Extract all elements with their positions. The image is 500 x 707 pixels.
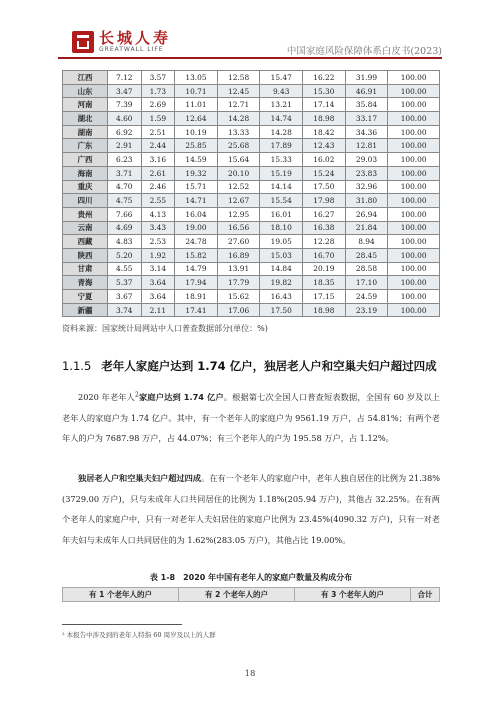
value-cell: 24.59 [345,290,388,304]
value-cell: 29.03 [345,153,388,167]
value-cell: 8.94 [345,235,388,249]
table-row [63,125,440,139]
value-cell: 100.00 [388,153,440,167]
paragraph-empty-nest [62,468,440,550]
value-cell: 4.83 [108,235,142,249]
value-cell: 14.79 [175,262,218,276]
section-number: 1.1.5 [62,359,92,373]
value-cell: 3.64 [141,276,175,290]
table-row [63,166,440,180]
value-cell: 100.00 [388,276,440,290]
value-cell: 14.14 [260,180,303,194]
value-cell: 12.45 [217,84,260,98]
col-header-three-elders: 有 3 个老年人的户 [294,588,410,602]
table-row [63,221,440,235]
value-cell: 2.51 [141,125,175,139]
value-cell: 14.84 [260,262,303,276]
table-row [63,276,440,290]
value-cell: 2.44 [141,139,175,153]
value-cell: 20.19 [303,262,346,276]
value-cell: 100.00 [388,71,440,85]
value-cell: 28.58 [345,262,388,276]
province-cell: 山东 [63,84,108,98]
value-cell: 17.94 [175,276,218,290]
value-cell: 7.66 [108,207,142,221]
value-cell: 18.91 [175,290,218,304]
table-row [63,112,440,126]
value-cell: 17.79 [217,276,260,290]
value-cell: 100.00 [388,248,440,262]
value-cell: 4.13 [141,207,175,221]
table-row [63,194,440,208]
value-cell: 4.55 [108,262,142,276]
value-cell: 24.78 [175,235,218,249]
value-cell: 17.15 [303,290,346,304]
value-cell: 25.68 [217,139,260,153]
value-cell: 10.71 [175,84,218,98]
value-cell: 13.21 [260,98,303,112]
footnote-ref[interactable]: 2 [135,391,139,399]
value-cell: 16.56 [217,221,260,235]
para2-body: 。在有一个老年人的家庭户中，老年人独自居住的比例为 21.38%(3729.00 万户)，只与未成年人口共同居住的比例为 1.18%(205.94 万户)，其他占 32.25%。在有两个老年人的家庭户中，只有一对老年人夫妇居住的家庭户比例为 23.45%(4090.32 万户)，只有一对老年夫妇与未成年人口共同居住的为 1.62%(283.05 万户)，其他占比 19.00%。 [62,473,440,545]
value-cell: 3.14 [141,262,175,276]
value-cell: 100.00 [388,303,440,317]
logo-english-name: GREATWALL LIFE [99,46,164,53]
value-cell: 16.27 [303,207,346,221]
value-cell: 17.98 [303,194,346,208]
value-cell: 46.91 [345,84,388,98]
value-cell: 3.64 [141,290,175,304]
value-cell: 18.10 [260,221,303,235]
value-cell: 100.00 [388,180,440,194]
value-cell: 17.41 [175,303,218,317]
value-cell: 2.11 [141,303,175,317]
value-cell: 23.83 [345,166,388,180]
page-number: 18 [244,669,256,679]
table-row [63,153,440,167]
value-cell: 16.02 [303,153,346,167]
province-cell: 广西 [63,153,108,167]
value-cell: 3.74 [108,303,142,317]
value-cell: 12.95 [217,207,260,221]
value-cell: 15.03 [260,248,303,262]
logo-chinese-name: 长城人寿 [99,29,172,47]
province-cell: 陕西 [63,248,108,262]
value-cell: 100.00 [388,166,440,180]
value-cell: 12.52 [217,180,260,194]
value-cell: 13.33 [217,125,260,139]
province-cell: 甘肃 [63,262,108,276]
value-cell: 12.64 [175,112,218,126]
table-row [63,290,440,304]
value-cell: 31.80 [345,194,388,208]
value-cell: 34.36 [345,125,388,139]
col-header-one-elder: 有 1 个老年人的户 [63,588,179,602]
value-cell: 11.01 [175,98,218,112]
value-cell: 4.70 [108,180,142,194]
value-cell: 14.28 [260,125,303,139]
value-cell: 17.14 [303,98,346,112]
value-cell: 1.73 [141,84,175,98]
value-cell: 17.10 [345,276,388,290]
table-caption: 表 1-8 2020 年中国有老年人的家庭户数量及构成分布 [149,573,353,582]
value-cell: 100.00 [388,207,440,221]
province-cell: 四川 [63,194,108,208]
value-cell: 13.91 [217,262,260,276]
value-cell: 16.22 [303,71,346,85]
value-cell: 18.98 [303,112,346,126]
value-cell: 100.00 [388,125,440,139]
value-cell: 1.59 [141,112,175,126]
value-cell: 14.71 [175,194,218,208]
province-cell: 河南 [63,98,108,112]
value-cell: 18.35 [303,276,346,290]
value-cell: 14.74 [260,112,303,126]
province-cell: 海南 [63,166,108,180]
footnote: ² 本报告中涉及到的老年人特指 60 周岁及以上的人群 [62,631,216,639]
value-cell: 3.57 [141,71,175,85]
value-cell: 16.04 [175,207,218,221]
para2-highlight: 独居老人户和空巢夫妇户超过四成 [78,473,202,483]
province-cell: 新疆 [63,303,108,317]
value-cell: 27.60 [217,235,260,249]
para1-highlight: 家庭户达到 1.74 亿户 [138,392,224,402]
value-cell: 15.64 [217,153,260,167]
value-cell: 14.59 [175,153,218,167]
value-cell: 100.00 [388,235,440,249]
table-row [63,303,440,317]
table-row [63,262,440,276]
value-cell: 12.58 [217,71,260,85]
section-title: 老年人家庭户达到 1.74 亿户，独居老人户和空巢夫妇户超过四成 [101,359,437,373]
value-cell: 7.12 [108,71,142,85]
value-cell: 2.55 [141,194,175,208]
table-row [63,180,440,194]
col-header-two-elders: 有 2 个老年人的户 [178,588,294,602]
value-cell: 13.05 [175,71,218,85]
table-row [63,248,440,262]
province-cell: 广东 [63,139,108,153]
value-cell: 100.00 [388,221,440,235]
value-cell: 2.53 [141,235,175,249]
province-cell: 湖北 [63,112,108,126]
page-header [0,0,500,62]
source-note: 资料来源：国家统计局网站中人口普查数据部分(单位：%) [62,324,268,333]
province-household-table [62,70,440,317]
value-cell: 15.54 [260,194,303,208]
table-row [63,71,440,85]
value-cell: 100.00 [388,290,440,304]
table-row [63,207,440,221]
value-cell: 19.32 [175,166,218,180]
value-cell: 12.67 [217,194,260,208]
section-heading [62,358,437,374]
value-cell: 100.00 [388,84,440,98]
value-cell: 23.19 [345,303,388,317]
value-cell: 26.94 [345,207,388,221]
value-cell: 19.05 [260,235,303,249]
value-cell: 19.82 [260,276,303,290]
province-cell: 重庆 [63,180,108,194]
value-cell: 3.43 [141,221,175,235]
value-cell: 32.96 [345,180,388,194]
value-cell: 14.28 [217,112,260,126]
province-cell: 云南 [63,221,108,235]
value-cell: 16.43 [260,290,303,304]
province-cell: 西藏 [63,235,108,249]
value-cell: 21.84 [345,221,388,235]
value-cell: 5.37 [108,276,142,290]
value-cell: 9.43 [260,84,303,98]
para1-lead: 2020 年老年人 [78,392,136,402]
value-cell: 3.16 [141,153,175,167]
value-cell: 4.60 [108,112,142,126]
province-cell: 江西 [63,71,108,85]
table-row [63,235,440,249]
value-cell: 10.19 [175,125,218,139]
province-cell: 湖南 [63,125,108,139]
value-cell: 16.01 [260,207,303,221]
value-cell: 4.75 [108,194,142,208]
value-cell: 16.89 [217,248,260,262]
value-cell: 25.85 [175,139,218,153]
value-cell: 15.30 [303,84,346,98]
value-cell: 15.47 [260,71,303,85]
province-cell: 青海 [63,276,108,290]
value-cell: 12.28 [303,235,346,249]
value-cell: 18.98 [303,303,346,317]
table-row [63,139,440,153]
paragraph-elderly-households [62,387,440,449]
value-cell: 15.82 [175,248,218,262]
value-cell: 17.89 [260,139,303,153]
value-cell: 100.00 [388,262,440,276]
value-cell: 15.71 [175,180,218,194]
value-cell: 6.23 [108,153,142,167]
value-cell: 2.61 [141,166,175,180]
value-cell: 12.71 [217,98,260,112]
value-cell: 15.62 [217,290,260,304]
value-cell: 17.06 [217,303,260,317]
value-cell: 3.71 [108,166,142,180]
value-cell: 1.92 [141,248,175,262]
value-cell: 100.00 [388,98,440,112]
value-cell: 20.10 [217,166,260,180]
province-cell: 宁夏 [63,290,108,304]
value-cell: 2.69 [141,98,175,112]
value-cell: 16.70 [303,248,346,262]
province-cell: 贵州 [63,207,108,221]
col-header-total: 合计 [410,588,439,602]
value-cell: 28.45 [345,248,388,262]
value-cell: 35.84 [345,98,388,112]
value-cell: 100.00 [388,194,440,208]
company-logo [72,30,171,54]
value-cell: 15.33 [260,153,303,167]
value-cell: 18.42 [303,125,346,139]
footnote-divider [62,624,182,625]
value-cell: 3.47 [108,84,142,98]
value-cell: 19.00 [175,221,218,235]
value-cell: 6.92 [108,125,142,139]
value-cell: 16.38 [303,221,346,235]
para1-body: 。根据第七次全国人口普查短表数据，全国有 60 岁及以上老年人的家庭户为 1.74 亿户。其中，有一个老年人的家庭户为 9561.19 万户，占 54.81%；有两个老年人的户为 7687.98 万户，占 44.07%；有三个老年人的户为 195.58 万户，占 1.12%。 [62,392,440,443]
value-cell: 31.99 [345,71,388,85]
value-cell: 5.20 [108,248,142,262]
value-cell: 7.39 [108,98,142,112]
value-cell: 33.17 [345,112,388,126]
value-cell: 12.43 [303,139,346,153]
value-cell: 2.91 [108,139,142,153]
household-composition-table-header [62,587,440,602]
great-wall-logo-icon [72,31,94,53]
table-row [63,98,440,112]
value-cell: 17.50 [260,303,303,317]
table-row [63,84,440,98]
value-cell: 2.46 [141,180,175,194]
value-cell: 15.19 [260,166,303,180]
value-cell: 3.67 [108,290,142,304]
value-cell: 100.00 [388,112,440,126]
value-cell: 15.24 [303,166,346,180]
value-cell: 100.00 [388,139,440,153]
header-divider [58,57,442,59]
value-cell: 17.50 [303,180,346,194]
document-title: 中国家庭风险保障体系白皮书(2023) [286,46,442,57]
value-cell: 12.81 [345,139,388,153]
value-cell: 4.69 [108,221,142,235]
